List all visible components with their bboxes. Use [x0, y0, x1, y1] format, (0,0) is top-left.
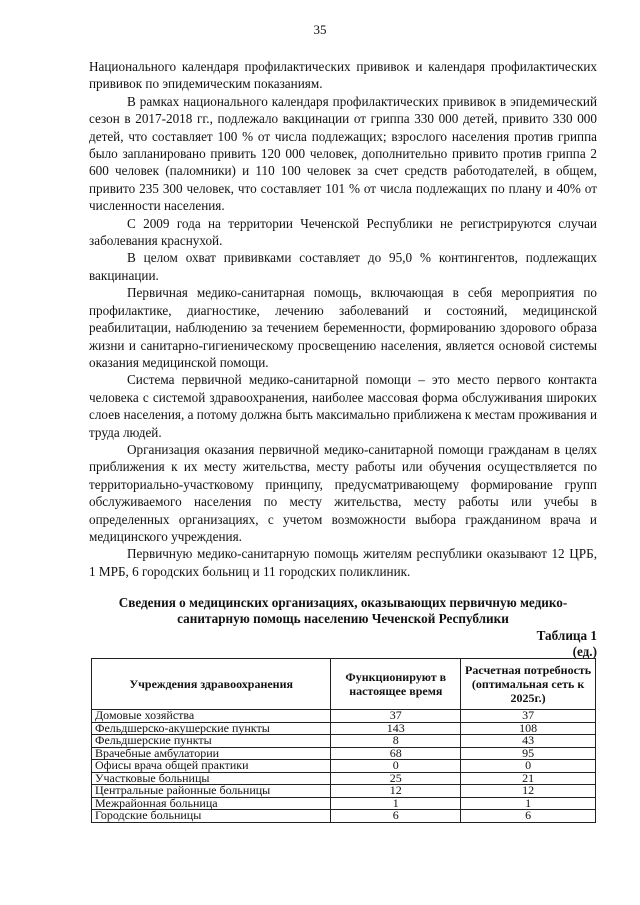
cell-required: 43 — [461, 735, 596, 748]
paragraph: Первичная медико-санитарная помощь, включающая в себя мероприятия по профилактике, диагностике, лечению заболеваний и состояний, медицинской реабилитации, наблюдению за течением беременности, формированию здорового образа жизни и санитарно-гигиеническому просвещению населения, является основой системы оказания медицинской помощи. — [89, 285, 597, 370]
column-header-current: Функционируют в настоящее время — [331, 659, 461, 710]
cell-institution: Домовые хозяйства — [92, 710, 331, 723]
cell-institution: Центральные районные больницы — [92, 785, 331, 798]
cell-institution: Фельдшерско-акушерские пункты — [92, 722, 331, 735]
column-header-institution: Учреждения здравоохранения — [92, 659, 331, 710]
paragraph: В рамках национального календаря профилактических прививок в эпидемический сезон в 2017-2018 гг., подлежало вакцинации от гриппа 330 000 детей, привито 330 000 детей, что составляет 100 % от числа подлежащих; взрослого населения против гриппа было запланировано привить 120 000 человек, дополнительно привито против гриппа 2 600 человек (паломники) и 110 100 человек за счет средств работодателей, в общем, привито 235 300 человек, что составляет 101 % от числа подлежащих по плану и 40% от численности населения. — [89, 93, 597, 214]
cell-current: 12 — [331, 785, 461, 798]
cell-required: 6 — [461, 810, 596, 823]
table-label — [89, 628, 597, 660]
paragraph: Организация оказания первичной медико-санитарной помощи гражданам в целях приближения к их месту жительства, месту работы или обучения осуществляется по территориально-участковому принципу, предусматривающему формирование групп обслуживаемого населения по месту жительства, месту работы или учебы в определенных организациях, с учетом возможности выбора гражданином врача и медицинского учреждения. — [89, 441, 597, 544]
cell-current: 0 — [331, 760, 461, 773]
cell-institution: Офисы врача общей практики — [92, 760, 331, 773]
cell-required: 12 — [461, 785, 596, 798]
paragraph: Национального календаря профилактических прививок и календаря профилактических прививок по эпидемическим показаниям. — [89, 59, 597, 92]
paragraph: В целом охват прививками составляет до 95,0 % контингентов, подлежащих вакцинации. — [89, 250, 597, 283]
table-title: Сведения о медицинских организациях, оказывающих первичную медико-санитарную помощь населению Чеченской Республики — [118, 595, 568, 626]
cell-required: 0 — [461, 760, 596, 773]
table-row — [92, 810, 596, 823]
cell-current: 37 — [331, 710, 461, 723]
cell-current: 6 — [331, 810, 461, 823]
cell-current: 143 — [331, 722, 461, 735]
table-header-row — [92, 659, 596, 710]
cell-current: 8 — [331, 735, 461, 748]
page-number: 35 — [313, 22, 327, 37]
cell-current: 25 — [331, 772, 461, 785]
cell-current: 68 — [331, 747, 461, 760]
cell-required: 95 — [461, 747, 596, 760]
paragraph: Первичную медико-санитарную помощь жителям республики оказывают 12 ЦРБ, 1 МРБ, 6 городских больниц и 11 городских поликлиник. — [89, 546, 597, 579]
paragraph: Система первичной медико-санитарной помощи – это место первого контакта человека с системой здравоохранения, наиболее массовая форма обслуживания широких слоев населения, а потому должна быть максимально приближена к местам проживания и труда людей. — [89, 372, 597, 440]
cell-institution: Городские больницы — [92, 810, 331, 823]
paragraph: С 2009 года на территории Чеченской Республики не регистрируются случаи заболевания краснухой. — [89, 215, 597, 249]
cell-institution: Участковые больницы — [92, 772, 331, 785]
body-text — [89, 58, 597, 580]
table-number: Таблица 1 — [536, 628, 597, 643]
cell-institution: Межрайонная больница — [92, 797, 331, 810]
cell-required: 21 — [461, 772, 596, 785]
cell-institution: Врачебные амбулатории — [92, 747, 331, 760]
facilities-table — [91, 658, 596, 823]
cell-required: 108 — [461, 722, 596, 735]
cell-institution: Фельдшерские пункты — [92, 735, 331, 748]
cell-required: 1 — [461, 797, 596, 810]
column-header-required: Расчетная потребность (оптимальная сеть к 2025г.) — [461, 659, 596, 710]
cell-required: 37 — [461, 710, 596, 723]
table-unit: (ед.) — [572, 644, 597, 659]
cell-current: 1 — [331, 797, 461, 810]
